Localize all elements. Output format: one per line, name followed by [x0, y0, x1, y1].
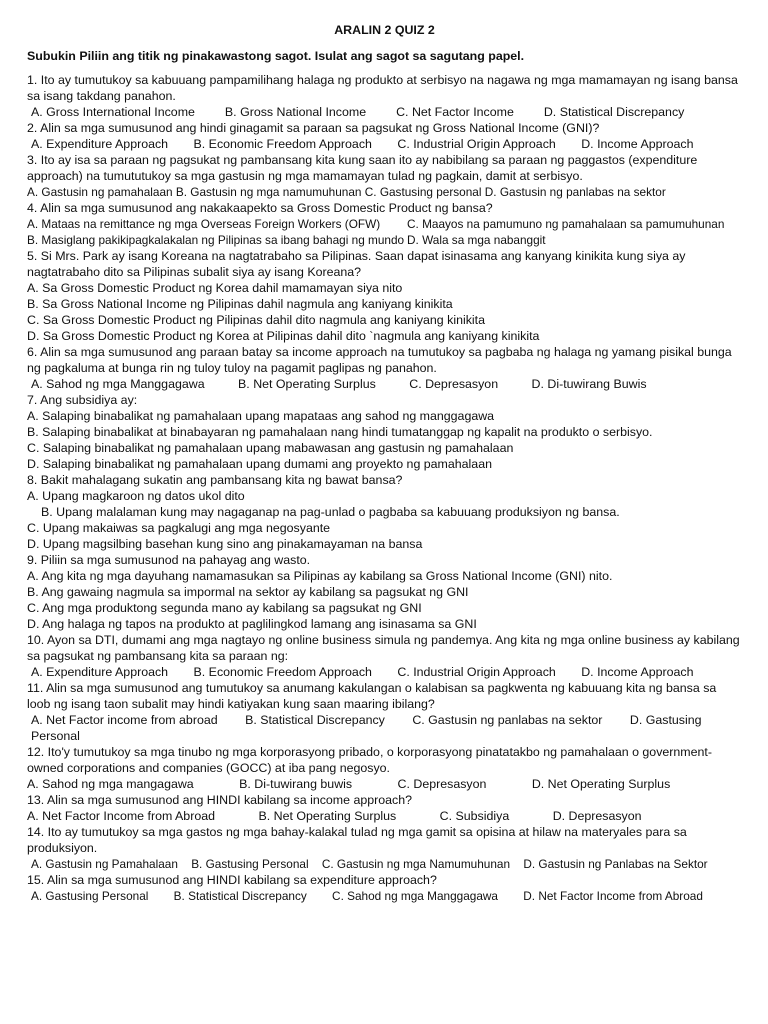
- option-b: B. Economic Freedom Approach: [193, 665, 372, 679]
- option-c: C. Gastusin ng panlabas na sektor: [412, 713, 603, 727]
- question-10: [27, 632, 742, 680]
- option-c: C. Sa Gross Domestic Product ng Pilipinas dahil dito nagmula ang kaniyang kinikita: [27, 313, 485, 327]
- options-row: [27, 184, 742, 200]
- option-b: B. Di-tuwirang buwis: [239, 777, 353, 791]
- option-a: A. Expenditure Approach: [31, 665, 169, 679]
- question-stem: 9. Piliin sa mga sumusunod na pahayag ang wasto.: [27, 553, 311, 567]
- option-c: C. Industrial Origin Approach: [397, 665, 556, 679]
- option-c: C. Sahod ng mga Manggagawa: [332, 889, 498, 903]
- question-3: [27, 152, 742, 200]
- option-c: C. Industrial Origin Approach: [397, 137, 556, 151]
- option-d: D. Di-tuwirang Buwis: [531, 377, 647, 391]
- options-row: [27, 376, 742, 392]
- question-stem: 12. Ito'y tumutukoy sa mga tinubo ng mga korporasyong pribado, o korporasyong pinatatakbo ng pamahalaan o government-owned corporations and companies (GOCC) at iba pang negosyo.: [27, 745, 712, 775]
- option-a: A. Sahod ng mga Manggagawa: [31, 377, 205, 391]
- option-d: D. Net Operating Surplus: [531, 777, 671, 791]
- option-a: A. Gross International Income: [31, 105, 195, 119]
- options-row: [27, 104, 742, 120]
- question-5: [27, 248, 742, 344]
- option-b: B. Sa Gross National Income ng Pilipinas dahil nagmula ang kaniyang kinikita: [27, 297, 453, 311]
- page-title: ARALIN 2 QUIZ 2: [334, 23, 435, 37]
- option-c: C. Depresasyon: [397, 777, 487, 791]
- option-b: B. Gastusing Personal: [191, 857, 309, 871]
- question-stem: 4. Alin sa mga sumusunod ang nakakaapekto sa Gross Domestic Product ng bansa?: [27, 201, 493, 215]
- option-c: C. Gastusin ng mga Namumuhunan: [321, 857, 511, 871]
- question-stem: 10. Ayon sa DTI, dumami ang mga nagtayo ng online business simula ng pandemya. Ang kita ng mga online business ay kabilang sa pagsukat ng pambansang kita sa paraan ng:: [27, 633, 740, 663]
- option-b: B. Ang gawaing nagmula sa impormal na sektor ay kabilang sa pagsukat ng GNI: [27, 585, 469, 599]
- option-a: A. Upang magkaroon ng datos ukol dito: [27, 489, 245, 503]
- question-stem: 8. Bakit mahalagang sukatin ang pambansang kita ng bawat bansa?: [27, 473, 403, 487]
- options-row: [27, 712, 742, 744]
- option-a: A. Ang kita ng mga dayuhang namamasukan sa Pilipinas ay kabilang sa Gross National Income (GNI) nito.: [27, 569, 613, 583]
- option-a: A. Sa Gross Domestic Product ng Korea dahil mamamayan siya nito: [27, 281, 403, 295]
- question-11: [27, 680, 742, 744]
- question-stem: 6. Alin sa mga sumusunod ang paraan batay sa income approach na tumutukoy sa pagbaba ng halaga ng yamang pisikal bunga ng pagkaluma at bunga rin ng tuloy tuloy na pagamit paglipas ng panahon.: [27, 345, 732, 375]
- options-row: [27, 888, 742, 904]
- option-d: D. Salaping binabalikat ng pamahalaan upang dumami ang proyekto ng pamahalaan: [27, 457, 492, 471]
- option-b: B. Upang malalaman kung may nagaganap na pag-unlad o pagbaba sa kabuuang produksiyon ng bansa.: [41, 505, 620, 519]
- option-b: B. Masiglang pakikipagkalakalan ng Pilipinas sa ibang bahagi ng mundo: [27, 233, 405, 247]
- option-d: D. Income Approach: [581, 665, 694, 679]
- question-stem: 3. Ito ay isa sa paraan ng pagsukat ng pambansang kita kung saan ito ay nabibilang sa paraan ng paggastos (expenditure approach) na tumututukoy sa mga gastusin ng mga mamamayan tulad ng pagkain, damit at serbisyo.: [27, 153, 698, 183]
- question-stem: 13. Alin sa mga sumusunod ang HINDI kabilang sa income approach?: [27, 793, 413, 807]
- option-a: A. Sahod ng mga mangagawa: [27, 777, 194, 791]
- option-b: B. Net Operating Surplus: [258, 809, 397, 823]
- question-15: [27, 872, 742, 904]
- option-b: B. Gross National Income: [224, 105, 367, 119]
- question-stem: 15. Alin sa mga sumusunod ang HINDI kabilang sa expenditure approach?: [27, 873, 437, 887]
- question-7: [27, 392, 742, 472]
- option-b: B. Gastusin ng mga namumuhunan: [175, 185, 362, 199]
- option-d: D. Income Approach: [581, 137, 694, 151]
- option-d: D. Statistical Discrepancy: [543, 105, 685, 119]
- option-c: C. Ang mga produktong segunda mano ay kabilang sa pagsukat ng GNI: [27, 601, 422, 615]
- option-c: C. Upang makaiwas sa pagkalugi ang mga negosyante: [27, 521, 331, 535]
- option-b: B. Economic Freedom Approach: [193, 137, 372, 151]
- options-row: [27, 856, 742, 872]
- option-a: A. Net Factor Income from Abroad: [27, 809, 216, 823]
- option-b: B. Statistical Discrepancy: [245, 713, 385, 727]
- option-a: A. Net Factor income from abroad: [31, 713, 218, 727]
- question-6: [27, 344, 742, 392]
- question-2: [27, 120, 742, 152]
- question-stem: 14. Ito ay tumutukoy sa mga gastos ng mga bahay-kalakal tulad ng mga gamit sa opisina at hilaw na materyales para sa produksiyon.: [27, 825, 687, 855]
- option-a: A. Mataas na remittance ng mga Overseas Foreign Workers (OFW): [27, 217, 381, 231]
- option-d: D. Depresasyon: [552, 809, 642, 823]
- options-grid: [27, 216, 742, 248]
- options-row: [27, 136, 742, 152]
- question-13: [27, 792, 742, 824]
- option-d: D. Ang halaga ng tapos na produkto at paglilingkod lamang ang isinasama sa GNI: [27, 617, 477, 631]
- option-d: D. Sa Gross Domestic Product ng Korea at Pilipinas dahil dito `nagmula ang kaniyang kinikita: [27, 329, 540, 343]
- question-4: [27, 200, 742, 248]
- option-b: B. Statistical Discrepancy: [173, 889, 307, 903]
- question-stem: 7. Ang subsidiya ay:: [27, 393, 138, 407]
- option-d: D. Gastusin ng panlabas na sektor: [484, 185, 666, 199]
- option-d: D. Gastusin ng Panlabas na Sektor: [523, 857, 708, 871]
- option-c: C. Depresasyon: [409, 377, 499, 391]
- option-b: B. Salaping binabalikat at binabayaran ng pamahalaan nang hindi tumatanggap ng kapalit na produkto o serbisyo.: [27, 425, 653, 439]
- question-1: [27, 72, 742, 120]
- option-c: C. Salaping binabalikat ng pamahalaan upang mabawasan ang gastusin ng pamahalaan: [27, 441, 514, 455]
- option-c: C. Maayos na pamumuno ng pamahalaan sa pamumuhunan: [407, 217, 725, 231]
- question-14: [27, 824, 742, 872]
- option-b: B. Net Operating Surplus: [238, 377, 376, 391]
- question-stem: 5. Si Mrs. Park ay isang Koreana na nagtatrabaho sa Pilipinas. Saan dapat isinasama ang kanyang kinikita kung siya ay nagtatrabaho dito sa Pilipinas subalit siya ay isang Koreana?: [27, 249, 686, 279]
- option-a: A. Expenditure Approach: [31, 137, 169, 151]
- option-a: A. Salaping binabalikat ng pamahalaan upang mapataas ang sahod ng manggagawa: [27, 409, 495, 423]
- options-row: [27, 664, 742, 680]
- option-a: A. Gastusin ng Pamahalaan: [31, 857, 178, 871]
- option-c: C. Gastusing personal: [364, 185, 482, 199]
- question-12: [27, 744, 742, 792]
- options-row: [27, 776, 742, 792]
- question-8: [27, 472, 742, 552]
- option-a: A. Gastusing Personal: [31, 889, 149, 903]
- option-c: C. Net Factor Income: [396, 105, 514, 119]
- question-9: [27, 552, 742, 632]
- question-stem: 2. Alin sa mga sumusunod ang hindi ginagamit sa paraan sa pagsukat ng Gross National Income (GNI)?: [27, 121, 600, 135]
- option-d: D. Upang magsilbing basehan kung sino ang pinakamayaman na bansa: [27, 537, 423, 551]
- option-d: D. Wala sa mga nabanggit: [407, 233, 546, 247]
- instructions: Subukin Piliin ang titik ng pinakawastong sagot. Isulat ang sagot sa sagutang papel.: [27, 49, 525, 63]
- option-a: A. Gastusin ng pamahalaan: [27, 185, 173, 199]
- option-d: D. Gastusing Personal: [31, 713, 702, 743]
- question-stem: 1. Ito ay tumutukoy sa kabuuang pampamilihang halaga ng produkto at serbisyo na nagawa ng mga mamamayan ng isang bansa sa isang takdang panahon.: [27, 73, 738, 103]
- options-row: [27, 808, 742, 824]
- option-c: C. Subsidiya: [439, 809, 510, 823]
- question-stem: 11. Alin sa mga sumusunod ang tumutukoy sa anumang kakulangan o kalabisan sa pagkwenta ng kabuuang kita ng bansa sa loob ng isang taon subalit may hindi katiyakan kung saan maaring ibilang?: [27, 681, 717, 711]
- option-d: D. Net Factor Income from Abroad: [523, 889, 703, 903]
